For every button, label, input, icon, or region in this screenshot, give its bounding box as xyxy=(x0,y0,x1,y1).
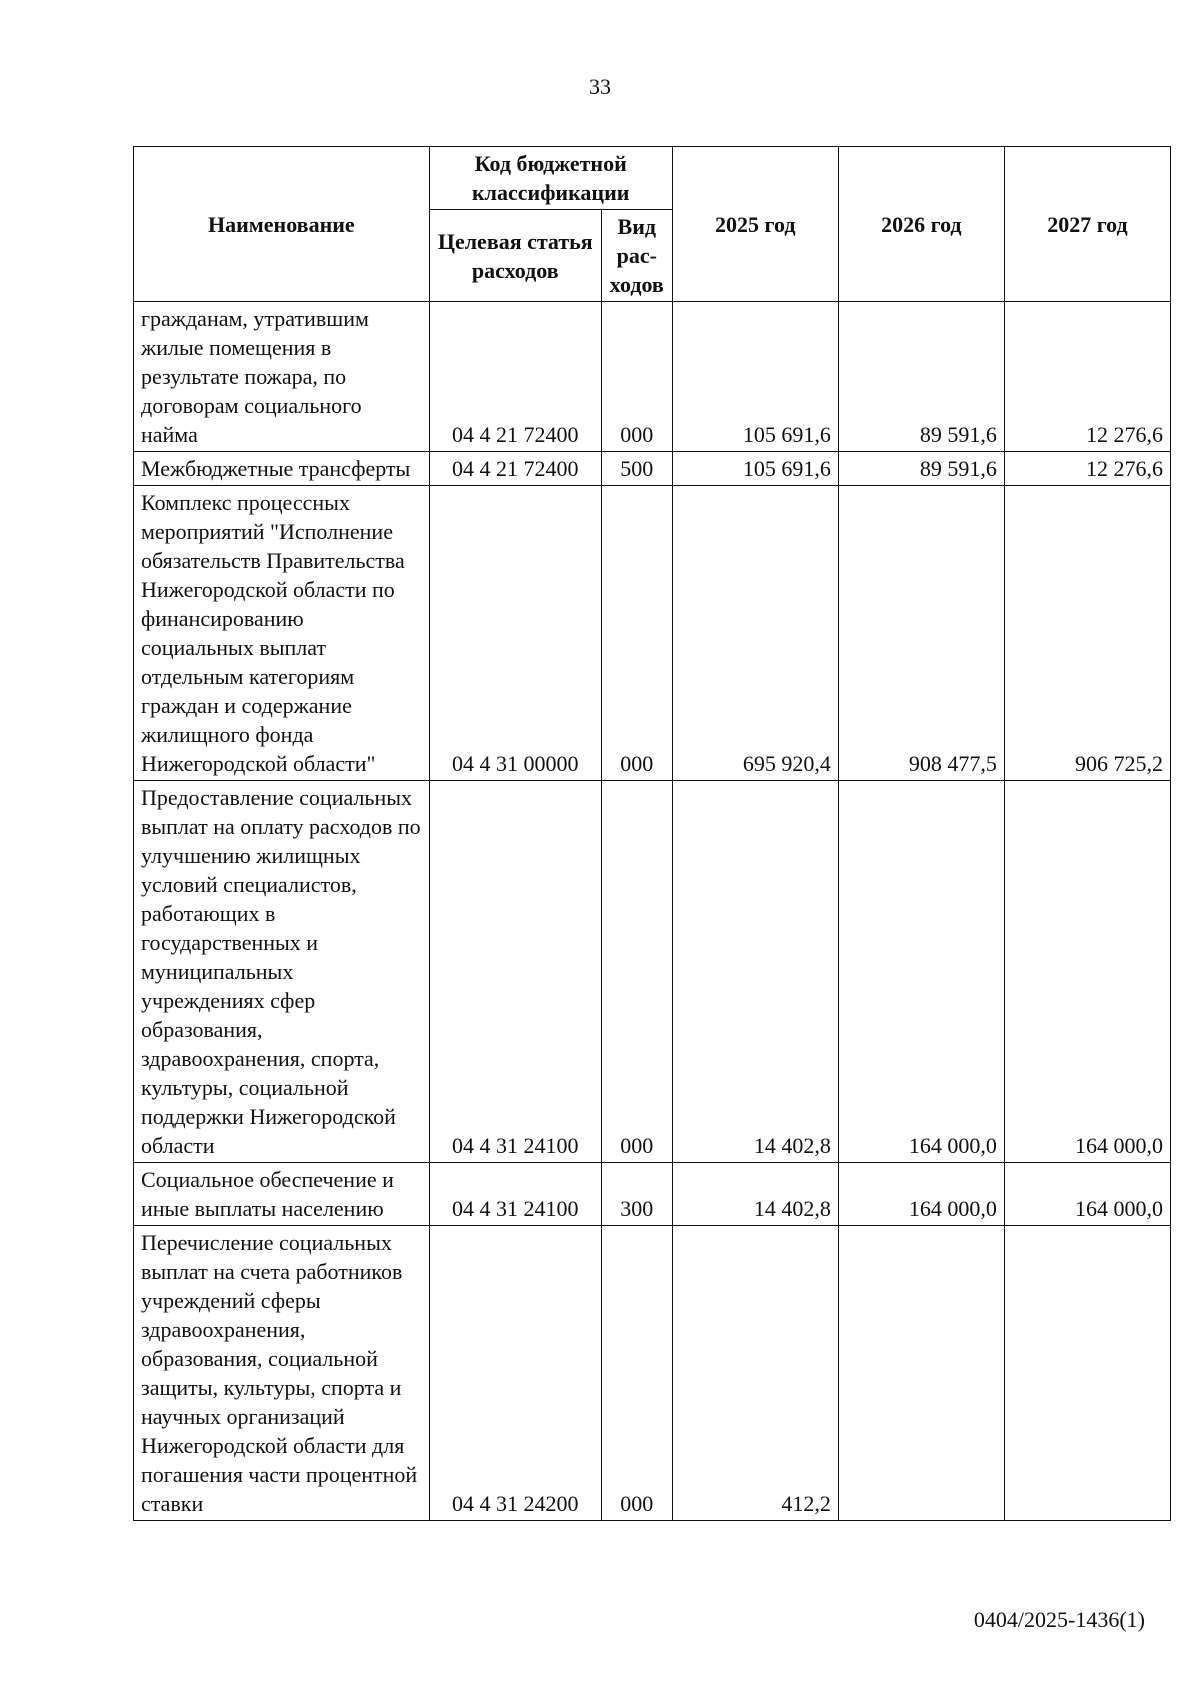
row-code: 04 4 31 24100 xyxy=(429,1163,601,1226)
table-row xyxy=(134,452,1171,486)
row-kind: 500 xyxy=(601,452,672,486)
row-2025: 14 402,8 xyxy=(672,781,838,1163)
row-name: Межбюджетные трансферты xyxy=(134,452,430,486)
row-2027: 164 000,0 xyxy=(1004,781,1170,1163)
row-name: Предоставление социальных выплат на оплату расходов по улучшению жилищных условий специалистов, работающих в государственных и муниципальных учреждениях сфер образования, здравоохранения, спорта, культуры, социальной поддержки Нижегородской области xyxy=(134,781,430,1163)
header-name: Наименование xyxy=(134,147,430,302)
table-row xyxy=(134,1226,1171,1521)
row-2025: 695 920,4 xyxy=(672,486,838,781)
table-row xyxy=(134,781,1171,1163)
row-kind: 000 xyxy=(601,486,672,781)
row-kind: 000 xyxy=(601,302,672,452)
row-2025: 105 691,6 xyxy=(672,452,838,486)
row-2025: 14 402,8 xyxy=(672,1163,838,1226)
row-2026: 908 477,5 xyxy=(838,486,1004,781)
header-year-2025: 2025 год xyxy=(672,147,838,302)
row-code: 04 4 31 24200 xyxy=(429,1226,601,1521)
row-kind: 300 xyxy=(601,1163,672,1226)
row-name: Социальное обеспечение и иные выплаты населению xyxy=(134,1163,430,1226)
page-number: 33 xyxy=(589,74,611,99)
header-budget-code: Код бюджетной классификации xyxy=(429,147,672,210)
row-2027: 12 276,6 xyxy=(1004,302,1170,452)
row-code: 04 4 31 00000 xyxy=(429,486,601,781)
header-expense-type: Вид рас-ходов xyxy=(601,210,672,302)
row-name: Перечисление социальных выплат на счета работников учреждений сферы здравоохранения, образования, социальной защиты, культуры, спорта и научных организаций Нижегородской области для погашения части процентной ставки xyxy=(134,1226,430,1521)
row-2027: 12 276,6 xyxy=(1004,452,1170,486)
document-id: 0404/2025-1436(1) xyxy=(973,1607,1145,1632)
row-2026: 89 591,6 xyxy=(838,302,1004,452)
row-2027: 164 000,0 xyxy=(1004,1163,1170,1226)
row-kind: 000 xyxy=(601,1226,672,1521)
row-kind: 000 xyxy=(601,781,672,1163)
budget-table xyxy=(133,146,1171,1521)
row-name: гражданам, утратившим жилые помещения в результате пожара, по договорам социального найма xyxy=(134,302,430,452)
row-2026 xyxy=(838,1226,1004,1521)
row-2027 xyxy=(1004,1226,1170,1521)
table-row xyxy=(134,1163,1171,1226)
row-2026: 164 000,0 xyxy=(838,781,1004,1163)
row-2027: 906 725,2 xyxy=(1004,486,1170,781)
row-code: 04 4 21 72400 xyxy=(429,452,601,486)
row-code: 04 4 31 24100 xyxy=(429,781,601,1163)
row-2025: 105 691,6 xyxy=(672,302,838,452)
header-target-article: Целевая статья расходов xyxy=(429,210,601,302)
row-2026: 164 000,0 xyxy=(838,1163,1004,1226)
table-row xyxy=(134,302,1171,452)
row-code: 04 4 21 72400 xyxy=(429,302,601,452)
row-2025: 412,2 xyxy=(672,1226,838,1521)
table-row xyxy=(134,486,1171,781)
row-name: Комплекс процессных мероприятий "Исполнение обязательств Правительства Нижегородской области по финансированию социальных выплат отдельным категориям граждан и содержание жилищного фонда Нижегородской области" xyxy=(134,486,430,781)
row-2026: 89 591,6 xyxy=(838,452,1004,486)
header-year-2027: 2027 год xyxy=(1004,147,1170,302)
header-row-1 xyxy=(134,147,1171,210)
header-year-2026: 2026 год xyxy=(838,147,1004,302)
